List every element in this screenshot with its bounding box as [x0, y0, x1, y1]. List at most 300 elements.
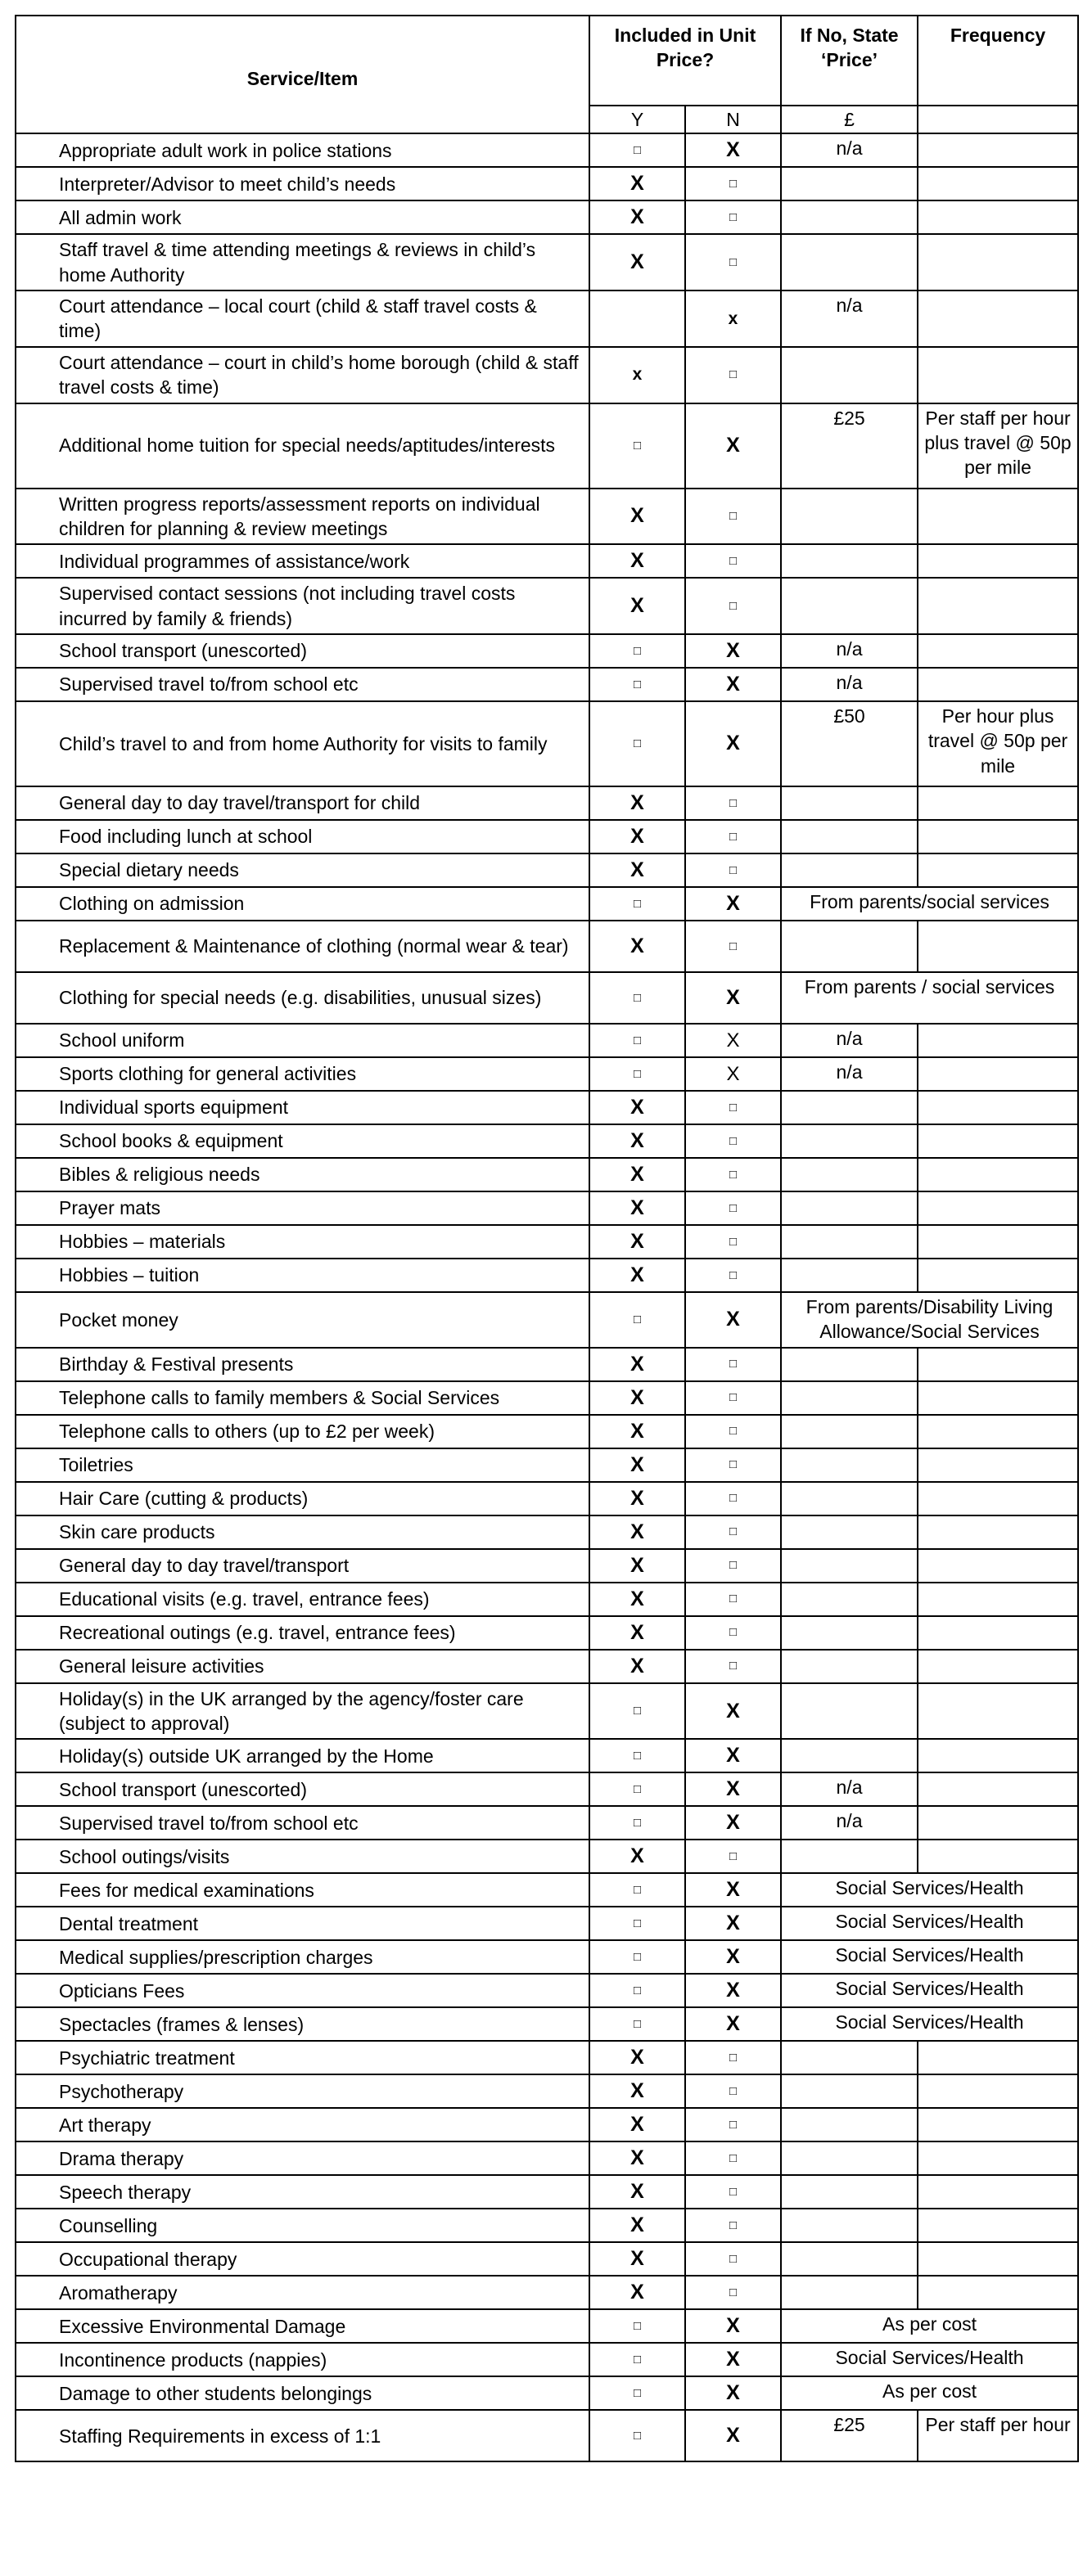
service-item-cell: Child’s travel to and from home Authority for visits to family: [16, 701, 589, 786]
frequency-cell: [918, 1259, 1078, 1292]
included-no-cell: □: [685, 1515, 781, 1549]
table-row: [16, 290, 1078, 347]
service-item-cell: Damage to other students belongings: [16, 2376, 589, 2410]
yes-column-header: Y: [589, 106, 685, 133]
included-yes-cell: X: [589, 2175, 685, 2209]
service-item-cell: Individual programmes of assistance/work: [16, 544, 589, 578]
included-yes-cell: □: [589, 1873, 685, 1907]
service-table-document: [15, 15, 1077, 2462]
frequency-cell: [918, 544, 1078, 578]
included-yes-cell: X: [589, 1515, 685, 1549]
price-cell: £25: [781, 2410, 918, 2461]
included-no-cell: X: [685, 1292, 781, 1348]
included-yes-cell: □: [589, 1772, 685, 1806]
table-row: [16, 1124, 1078, 1158]
price-source-cell: Social Services/Health: [781, 1907, 1078, 1940]
included-no-cell: X: [685, 1057, 781, 1091]
included-no-cell: □: [685, 1381, 781, 1415]
table-row: [16, 2209, 1078, 2242]
frequency-cell: [918, 234, 1078, 290]
price-cell: [781, 1683, 918, 1740]
included-yes-cell: X: [589, 1348, 685, 1381]
table-row: [16, 972, 1078, 1024]
included-yes-cell: X: [589, 1158, 685, 1191]
included-no-cell: □: [685, 2209, 781, 2242]
table-row: [16, 544, 1078, 578]
service-item-cell: General leisure activities: [16, 1650, 589, 1683]
service-item-cell: Medical supplies/prescription charges: [16, 1940, 589, 1974]
table-row: [16, 668, 1078, 701]
table-row: [16, 1482, 1078, 1515]
table-row: [16, 2242, 1078, 2276]
table-row: [16, 489, 1078, 545]
included-no-cell: X: [685, 2007, 781, 2041]
included-yes-cell: X: [589, 234, 685, 290]
frequency-cell: [918, 2108, 1078, 2141]
included-no-cell: □: [685, 544, 781, 578]
included-no-cell: X: [685, 1739, 781, 1772]
included-no-cell: □: [685, 853, 781, 887]
included-no-cell: □: [685, 921, 781, 972]
table-row: [16, 1225, 1078, 1259]
included-yes-cell: X: [589, 1583, 685, 1616]
service-item-cell: Bibles & religious needs: [16, 1158, 589, 1191]
included-yes-cell: □: [589, 1057, 685, 1091]
table-row: [16, 1381, 1078, 1415]
included-yes-cell: □: [589, 2376, 685, 2410]
service-item-cell: Psychiatric treatment: [16, 2041, 589, 2074]
service-item-cell: Toiletries: [16, 1448, 589, 1482]
price-cell: [781, 200, 918, 234]
included-yes-cell: □: [589, 403, 685, 489]
table-row: [16, 1650, 1078, 1683]
service-item-cell: Pocket money: [16, 1292, 589, 1348]
included-no-cell: X: [685, 634, 781, 668]
price-cell: n/a: [781, 668, 918, 701]
table-row: [16, 1873, 1078, 1907]
service-item-cell: All admin work: [16, 200, 589, 234]
service-item-cell: School outings/visits: [16, 1840, 589, 1873]
frequency-cell: [918, 1225, 1078, 1259]
included-no-cell: X: [685, 1806, 781, 1840]
included-yes-cell: X: [589, 820, 685, 853]
included-yes-cell: □: [589, 1907, 685, 1940]
included-yes-cell: X: [589, 2108, 685, 2141]
included-no-cell: X: [685, 1907, 781, 1940]
table-row: [16, 2108, 1078, 2141]
included-yes-cell: □: [589, 2007, 685, 2041]
frequency-cell: [918, 1739, 1078, 1772]
price-cell: £25: [781, 403, 918, 489]
service-item-cell: Replacement & Maintenance of clothing (normal wear & tear): [16, 921, 589, 972]
frequency-cell: Per hour plus travel @ 50p per mile: [918, 701, 1078, 786]
price-cell: [781, 2074, 918, 2108]
table-row: [16, 578, 1078, 634]
service-item-cell: Fees for medical examinations: [16, 1873, 589, 1907]
price-cell: n/a: [781, 1057, 918, 1091]
frequency-cell: [918, 2209, 1078, 2242]
price-cell: [781, 2041, 918, 2074]
table-row: [16, 133, 1078, 167]
price-source-cell: As per cost: [781, 2376, 1078, 2410]
included-yes-cell: □: [589, 2309, 685, 2343]
service-item-cell: Drama therapy: [16, 2141, 589, 2175]
included-no-cell: X: [685, 1974, 781, 2007]
price-source-cell: From parents / social services: [781, 972, 1078, 1024]
included-yes-cell: □: [589, 1024, 685, 1057]
table-row: [16, 820, 1078, 853]
service-item-cell: Aromatherapy: [16, 2276, 589, 2309]
service-item-cell: Telephone calls to family members & Social Services: [16, 1381, 589, 1415]
table-row: [16, 1739, 1078, 1772]
frequency-cell: Per staff per hour plus travel @ 50p per mile: [918, 403, 1078, 489]
header-row: [16, 16, 1078, 106]
service-item-cell: School transport (unescorted): [16, 1772, 589, 1806]
frequency-cell: [918, 2141, 1078, 2175]
service-item-cell: Interpreter/Advisor to meet child’s needs: [16, 167, 589, 200]
price-cell: [781, 1381, 918, 1415]
price-cell: [781, 1415, 918, 1448]
frequency-cell: [918, 347, 1078, 403]
table-row: [16, 921, 1078, 972]
included-yes-cell: X: [589, 786, 685, 820]
frequency-cell: [918, 1583, 1078, 1616]
frequency-cell: [918, 1806, 1078, 1840]
table-row: [16, 1292, 1078, 1348]
service-item-cell: Skin care products: [16, 1515, 589, 1549]
service-item-cell: Court attendance – court in child’s home borough (child & staff travel costs & time): [16, 347, 589, 403]
price-cell: [781, 544, 918, 578]
included-no-cell: □: [685, 1124, 781, 1158]
price-cell: [781, 786, 918, 820]
service-item-cell: Clothing for special needs (e.g. disabilities, unusual sizes): [16, 972, 589, 1024]
table-row: [16, 1549, 1078, 1583]
included-yes-cell: X: [589, 578, 685, 634]
service-item-cell: Sports clothing for general activities: [16, 1057, 589, 1091]
service-item-cell: Appropriate adult work in police stations: [16, 133, 589, 167]
included-yes-cell: □: [589, 1974, 685, 2007]
price-cell: [781, 2209, 918, 2242]
service-item-cell: Hobbies – materials: [16, 1225, 589, 1259]
price-cell: [781, 1225, 918, 1259]
table-row: [16, 1974, 1078, 2007]
included-no-cell: X: [685, 668, 781, 701]
frequency-cell: [918, 1415, 1078, 1448]
frequency-cell: [918, 200, 1078, 234]
service-item-cell: Art therapy: [16, 2108, 589, 2141]
service-item-cell: General day to day travel/transport: [16, 1549, 589, 1583]
table-row: [16, 2309, 1078, 2343]
included-no-cell: □: [685, 1549, 781, 1583]
service-item-cell: Telephone calls to others (up to £2 per week): [16, 1415, 589, 1448]
price-source-cell: From parents/Disability Living Allowance/Social Services: [781, 1292, 1078, 1348]
price-source-cell: Social Services/Health: [781, 1940, 1078, 1974]
included-yes-cell: □: [589, 1940, 685, 1974]
included-no-cell: □: [685, 489, 781, 545]
included-yes-cell: [589, 290, 685, 347]
price-cell: [781, 1739, 918, 1772]
price-cell: [781, 1482, 918, 1515]
price-cell: [781, 820, 918, 853]
service-item-cell: Counselling: [16, 2209, 589, 2242]
included-no-cell: □: [685, 2141, 781, 2175]
price-cell: [781, 1650, 918, 1683]
included-no-cell: X: [685, 701, 781, 786]
included-no-cell: □: [685, 1650, 781, 1683]
price-cell: [781, 1515, 918, 1549]
service-item-cell: School books & equipment: [16, 1124, 589, 1158]
price-cell: [781, 1191, 918, 1225]
price-cell: [781, 921, 918, 972]
service-item-cell: Dental treatment: [16, 1907, 589, 1940]
frequency-cell: [918, 820, 1078, 853]
frequency-cell: [918, 1348, 1078, 1381]
service-item-cell: Staff travel & time attending meetings & reviews in child’s home Authority: [16, 234, 589, 290]
included-yes-cell: X: [589, 1448, 685, 1482]
price-pound-header: £: [781, 106, 918, 133]
table-row: [16, 1448, 1078, 1482]
included-no-cell: □: [685, 167, 781, 200]
frequency-cell: [918, 1381, 1078, 1415]
included-no-cell: □: [685, 1158, 781, 1191]
included-yes-cell: □: [589, 1292, 685, 1348]
included-yes-cell: X: [589, 1225, 685, 1259]
frequency-cell: [918, 1683, 1078, 1740]
frequency-cell: Per staff per hour: [918, 2410, 1078, 2461]
service-item-cell: School uniform: [16, 1024, 589, 1057]
table-row: [16, 2175, 1078, 2209]
included-no-cell: X: [685, 1940, 781, 1974]
service-item-cell: Staffing Requirements in excess of 1:1: [16, 2410, 589, 2461]
included-yes-cell: □: [589, 2343, 685, 2376]
included-no-cell: □: [685, 347, 781, 403]
included-yes-cell: X: [589, 2209, 685, 2242]
table-row: [16, 234, 1078, 290]
table-row: [16, 634, 1078, 668]
frequency-cell: [918, 489, 1078, 545]
frequency-cell: [918, 853, 1078, 887]
table-row: [16, 786, 1078, 820]
service-item-cell: Supervised travel to/from school etc: [16, 668, 589, 701]
table-row: [16, 2276, 1078, 2309]
service-item-cell: Speech therapy: [16, 2175, 589, 2209]
included-yes-cell: X: [589, 2074, 685, 2108]
included-no-cell: □: [685, 820, 781, 853]
service-item-cell: Special dietary needs: [16, 853, 589, 887]
service-item-cell: Opticians Fees: [16, 1974, 589, 2007]
included-no-cell: □: [685, 1448, 781, 1482]
included-no-cell: □: [685, 2074, 781, 2108]
included-yes-cell: X: [589, 921, 685, 972]
price-cell: n/a: [781, 1024, 918, 1057]
price-cell: [781, 578, 918, 634]
price-cell: [781, 2141, 918, 2175]
included-yes-cell: X: [589, 1381, 685, 1415]
included-in-unit-price-header: Included in Unit Price?: [589, 16, 781, 106]
table-row: [16, 2376, 1078, 2410]
table-row: [16, 1840, 1078, 1873]
table-row: [16, 2410, 1078, 2461]
service-item-cell: Additional home tuition for special needs/aptitudes/interests: [16, 403, 589, 489]
price-cell: [781, 234, 918, 290]
included-yes-cell: □: [589, 2410, 685, 2461]
frequency-cell: [918, 1616, 1078, 1650]
price-cell: n/a: [781, 1772, 918, 1806]
included-no-cell: □: [685, 2242, 781, 2276]
services-table: [15, 15, 1079, 2462]
included-yes-cell: X: [589, 2041, 685, 2074]
included-no-cell: x: [685, 290, 781, 347]
frequency-cell: [918, 1191, 1078, 1225]
price-cell: [781, 1448, 918, 1482]
service-item-cell: Educational visits (e.g. travel, entrance fees): [16, 1583, 589, 1616]
price-cell: n/a: [781, 290, 918, 347]
included-no-cell: □: [685, 1191, 781, 1225]
frequency-cell: [918, 634, 1078, 668]
included-yes-cell: □: [589, 701, 685, 786]
included-no-cell: X: [685, 1683, 781, 1740]
frequency-cell: [918, 2175, 1078, 2209]
included-no-cell: X: [685, 2309, 781, 2343]
price-cell: [781, 2175, 918, 2209]
included-yes-cell: X: [589, 2276, 685, 2309]
included-yes-cell: □: [589, 1683, 685, 1740]
included-no-cell: X: [685, 403, 781, 489]
table-row: [16, 853, 1078, 887]
price-cell: [781, 1091, 918, 1124]
included-yes-cell: X: [589, 1616, 685, 1650]
price-cell: [781, 1348, 918, 1381]
price-cell: [781, 1616, 918, 1650]
frequency-cell: [918, 2276, 1078, 2309]
frequency-cell: [918, 290, 1078, 347]
service-item-cell: Food including lunch at school: [16, 820, 589, 853]
service-item-cell: Holiday(s) outside UK arranged by the Home: [16, 1739, 589, 1772]
frequency-cell: [918, 786, 1078, 820]
price-cell: [781, 1124, 918, 1158]
included-yes-cell: □: [589, 1806, 685, 1840]
included-no-cell: □: [685, 578, 781, 634]
price-source-cell: Social Services/Health: [781, 1974, 1078, 2007]
table-row: [16, 2343, 1078, 2376]
included-yes-cell: X: [589, 853, 685, 887]
table-row: [16, 1940, 1078, 1974]
included-yes-cell: X: [589, 1259, 685, 1292]
service-item-cell: General day to day travel/transport for child: [16, 786, 589, 820]
service-item-cell: Supervised travel to/from school etc: [16, 1806, 589, 1840]
included-no-cell: X: [685, 1772, 781, 1806]
included-no-cell: X: [685, 2410, 781, 2461]
included-yes-cell: x: [589, 347, 685, 403]
included-no-cell: X: [685, 2343, 781, 2376]
table-row: [16, 1515, 1078, 1549]
included-no-cell: X: [685, 972, 781, 1024]
included-no-cell: X: [685, 1024, 781, 1057]
service-item-cell: School transport (unescorted): [16, 634, 589, 668]
table-row: [16, 1158, 1078, 1191]
included-yes-cell: □: [589, 887, 685, 921]
included-yes-cell: X: [589, 2141, 685, 2175]
price-source-cell: From parents/social services: [781, 887, 1078, 921]
included-yes-cell: X: [589, 1091, 685, 1124]
frequency-cell: [918, 1091, 1078, 1124]
service-item-cell: Occupational therapy: [16, 2242, 589, 2276]
included-yes-cell: X: [589, 1124, 685, 1158]
service-item-cell: Birthday & Festival presents: [16, 1348, 589, 1381]
included-yes-cell: X: [589, 2242, 685, 2276]
frequency-cell: [918, 1124, 1078, 1158]
included-no-cell: □: [685, 2175, 781, 2209]
table-body: [16, 133, 1078, 2461]
service-item-cell: Excessive Environmental Damage: [16, 2309, 589, 2343]
service-item-header: Service/Item: [16, 16, 589, 133]
service-item-cell: Hair Care (cutting & products): [16, 1482, 589, 1515]
included-no-cell: □: [685, 2041, 781, 2074]
table-row: [16, 1259, 1078, 1292]
service-item-cell: Hobbies – tuition: [16, 1259, 589, 1292]
included-no-cell: X: [685, 2376, 781, 2410]
included-yes-cell: □: [589, 1739, 685, 1772]
service-item-cell: Incontinence products (nappies): [16, 2343, 589, 2376]
included-no-cell: X: [685, 887, 781, 921]
price-cell: n/a: [781, 1806, 918, 1840]
service-item-cell: Court attendance – local court (child & staff travel costs & time): [16, 290, 589, 347]
table-row: [16, 1907, 1078, 1940]
included-yes-cell: □: [589, 133, 685, 167]
included-no-cell: □: [685, 1259, 781, 1292]
table-row: [16, 2074, 1078, 2108]
table-row: [16, 701, 1078, 786]
included-yes-cell: X: [589, 200, 685, 234]
price-source-cell: Social Services/Health: [781, 2343, 1078, 2376]
included-yes-cell: X: [589, 1482, 685, 1515]
table-row: [16, 347, 1078, 403]
service-item-cell: Written progress reports/assessment reports on individual children for planning & review meetings: [16, 489, 589, 545]
service-item-cell: Spectacles (frames & lenses): [16, 2007, 589, 2041]
table-row: [16, 1772, 1078, 1806]
frequency-cell: [918, 668, 1078, 701]
included-no-cell: □: [685, 1840, 781, 1873]
included-no-cell: □: [685, 786, 781, 820]
price-source-cell: Social Services/Health: [781, 2007, 1078, 2041]
frequency-subheader: [918, 106, 1078, 133]
table-row: [16, 1583, 1078, 1616]
table-row: [16, 887, 1078, 921]
price-cell: [781, 1840, 918, 1873]
frequency-cell: [918, 1158, 1078, 1191]
included-no-cell: □: [685, 1225, 781, 1259]
included-yes-cell: X: [589, 489, 685, 545]
table-row: [16, 1191, 1078, 1225]
frequency-cell: [918, 921, 1078, 972]
price-cell: [781, 1158, 918, 1191]
table-row: [16, 1616, 1078, 1650]
frequency-cell: [918, 2074, 1078, 2108]
included-no-cell: □: [685, 1583, 781, 1616]
included-yes-cell: □: [589, 634, 685, 668]
included-no-cell: □: [685, 1482, 781, 1515]
included-yes-cell: X: [589, 544, 685, 578]
included-no-cell: X: [685, 1873, 781, 1907]
included-no-cell: X: [685, 133, 781, 167]
price-cell: [781, 2242, 918, 2276]
frequency-cell: [918, 133, 1078, 167]
table-row: [16, 1057, 1078, 1091]
included-no-cell: □: [685, 234, 781, 290]
frequency-cell: [918, 1515, 1078, 1549]
included-yes-cell: □: [589, 972, 685, 1024]
frequency-cell: [918, 167, 1078, 200]
